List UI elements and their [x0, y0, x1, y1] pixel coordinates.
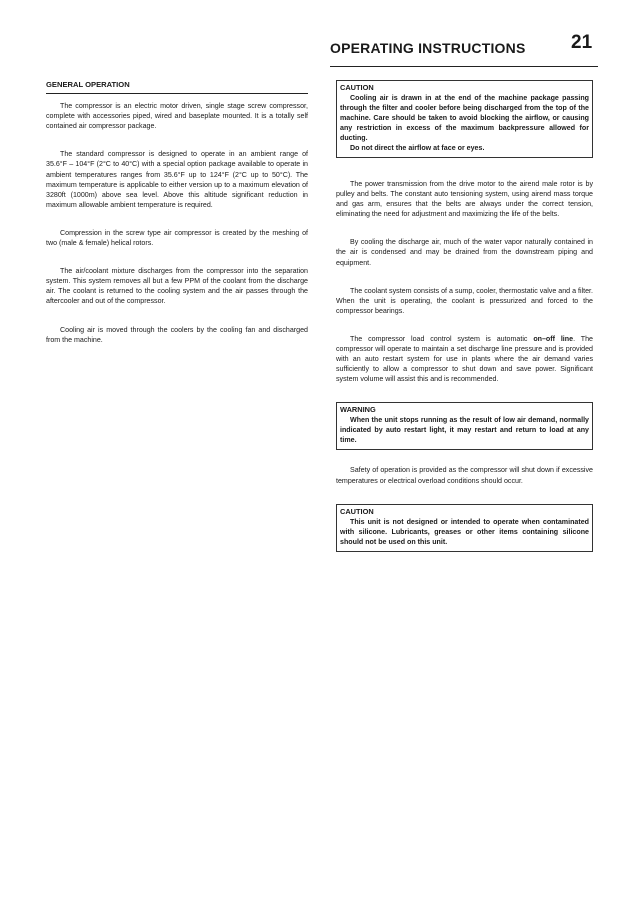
- header-rule: [330, 66, 598, 67]
- paragraph-power-transmission: The power transmission from the drive motor to the airend male rotor is by pulley and belts. The constant auto tensioning system, using airend mass torque and gas arm, ensures that the belts are always under the correct tension, eliminating the need for adjustment and maximizing the life of the belts.: [336, 180, 593, 219]
- left-column: [46, 80, 308, 363]
- warning-text: When the unit stops running as the result of low air demand, normally indicated by auto restart light, it may restart and return to load at any time.: [340, 416, 589, 445]
- caution-box-airflow: [336, 80, 593, 158]
- paragraph-intro: The compressor is an electric motor driven, single stage screw compressor, complete with accessories piped, wired and baseplate mounted. It is a totally self contained air compressor package.: [46, 102, 308, 131]
- warning-title: WARNING: [340, 405, 376, 415]
- caution-title-silicone: CAUTION: [340, 506, 374, 516]
- paragraph-separation: The air/coolant mixture discharges from the compressor into the separation system. This system removes all but a few PPM of the coolant from the discharge air. The coolant is returned to the cooling system and the air passes through the aftercooler and out of the compressor.: [46, 267, 308, 306]
- paragraph-discharge-cooling: By cooling the discharge air, much of the water vapor naturally contained in the air is condensed and may be drained from the downstream piping and equipment.: [336, 238, 593, 267]
- load-control-mode: on–off line: [533, 334, 574, 343]
- page-number: 21: [571, 32, 593, 53]
- paragraph-compression: Compression in the screw type air compressor is created by the meshing of two (male & female) helical rotors.: [46, 228, 308, 248]
- caution-box-silicone: [336, 504, 593, 552]
- warning-box-auto-restart: [336, 402, 593, 450]
- paragraph-coolant-system: The coolant system consists of a sump, cooler, thermostatic valve and a filter. When the unit is operating, the coolant is pressurized and forced to the compressor bearings.: [336, 286, 593, 315]
- caution-title: CAUTION: [340, 83, 374, 92]
- caution-text-silicone: This unit is not designed or intended to operate when contaminated with silicone. Lubricants, greases or other items containing silicone should not be used on this unit.: [340, 517, 589, 546]
- paragraph-cooling-air: Cooling air is moved through the coolers by the cooling fan and discharged from the machine.: [46, 325, 308, 344]
- page-title: OPERATING INSTRUCTIONS: [330, 40, 526, 56]
- load-control-text-post: . The compressor will operate to maintain a set discharge line pressure and is provided with an auto restart system for use in plants where the air demand varies sufficiently to allow a compressor to shut down and save power. Significant system volume will assist this and is recommended.: [336, 334, 593, 384]
- paragraph-load-control: [336, 334, 593, 384]
- paragraph-ambient: The standard compressor is designed to operate in an ambient range of 35.6°F – 104°F (2°C to 40°C) with a special option package available to operate in ambient temperatures ranges from 35.6°F up to 124°F (2°C up to 50°C). The maximum temperature is applicable to either version up to a maximum elevation of 3280ft (1000m) above sea level. Above this altitude significant reduction in maximum allowable ambient temperature is required.: [46, 150, 308, 209]
- section-heading-general-operation: GENERAL OPERATION: [46, 80, 130, 89]
- heading-rule: [46, 93, 308, 94]
- caution-text: Cooling air is drawn in at the end of the machine package passing through the filter and cooler before being discharged from the top of the machine. Care should be taken to avoid blocking the airflow, or causing any restriction in excess of the maximum backpressure allowed for ducting.: [340, 94, 589, 142]
- load-control-text-pre: The compressor load control system is automatic: [350, 334, 534, 343]
- right-column: [336, 80, 593, 567]
- caution-text-eyes: Do not direct the airflow at face or eyes.: [350, 144, 485, 152]
- paragraph-safety: Safety of operation is provided as the compressor will shut down if excessive temperatures or electrical overload conditions should occur.: [336, 466, 593, 485]
